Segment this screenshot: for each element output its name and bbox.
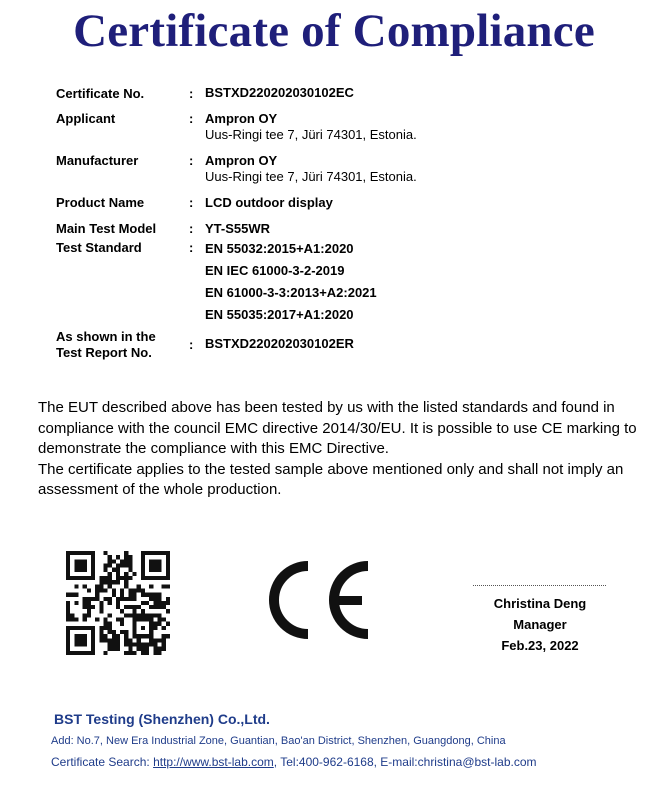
value-product-name: LCD outdoor display xyxy=(205,195,333,210)
signatory-name: Christina Deng xyxy=(493,596,587,611)
value-applicant-address: Uus-Ringi tee 7, Jüri 74301, Estonia. xyxy=(205,127,417,142)
value-test-standard-1: EN 55032:2015+A1:2020 xyxy=(205,241,354,256)
colon: : xyxy=(189,221,194,236)
statement-paragraph-1: The EUT described above has been tested by us with the listed standards and found in compliance with the council EMC directive 2014/30/EU. It is possible to use CE marking to demonstrate the compliance with this EMC Directive. xyxy=(38,399,637,457)
certificate-search xyxy=(51,755,537,769)
colon: : xyxy=(189,240,194,255)
colon: : xyxy=(189,153,194,168)
company-address: Add: No.7, New Era Industrial Zone, Guantian, Bao'an District, Shenzhen, Guangdong, China xyxy=(51,735,506,747)
value-test-standard-2: EN IEC 61000-3-2-2019 xyxy=(205,263,345,278)
value-certificate-no: BSTXD220202030102EC xyxy=(205,85,354,100)
statement-text xyxy=(38,398,648,501)
label-test-standard: Test Standard xyxy=(56,240,142,255)
colon: : xyxy=(189,111,194,126)
value-main-test-model: YT-S55WR xyxy=(205,221,271,236)
label-applicant: Applicant xyxy=(56,111,116,126)
ce-mark-logo xyxy=(268,560,372,640)
company-name: BST Testing (Shenzhen) Co.,Ltd. xyxy=(54,711,270,727)
value-test-report: BSTXD220202030102ER xyxy=(205,336,354,351)
website-link[interactable]: http://www.bst-lab.com xyxy=(153,755,274,769)
signature-date: Feb.23, 2022 xyxy=(501,638,579,653)
qr-code-image xyxy=(66,551,170,655)
colon: : xyxy=(189,86,194,101)
label-test-report-line2: Test Report No. xyxy=(56,345,152,360)
search-label: Certificate Search: xyxy=(51,755,150,769)
colon: : xyxy=(189,195,194,210)
signatory-title: Manager xyxy=(513,617,567,632)
certificate-title: Certificate of Compliance xyxy=(73,5,595,57)
label-certificate-no: Certificate No. xyxy=(56,86,145,101)
value-manufacturer-address: Uus-Ringi tee 7, Jüri 74301, Estonia. xyxy=(205,169,417,184)
contact-info: , Tel:400-962-6168, E-mail:christina@bst-lab.com xyxy=(273,755,537,769)
label-product-name: Product Name xyxy=(56,195,145,210)
statement-paragraph-2: The certificate applies to the tested sample above mentioned only and shall not imply an assessment of the whole production. xyxy=(38,460,624,498)
value-test-standard-3: EN 61000-3-3:2013+A2:2021 xyxy=(205,285,377,300)
value-manufacturer-name: Ampron OY xyxy=(205,153,278,168)
colon: : xyxy=(189,337,194,352)
label-manufacturer: Manufacturer xyxy=(56,153,139,168)
signature-line xyxy=(473,585,606,586)
label-test-report-line1: As shown in the xyxy=(56,329,156,344)
value-applicant-name: Ampron OY xyxy=(205,111,278,126)
label-main-test-model: Main Test Model xyxy=(56,221,157,236)
value-test-standard-4: EN 55035:2017+A1:2020 xyxy=(205,307,354,322)
